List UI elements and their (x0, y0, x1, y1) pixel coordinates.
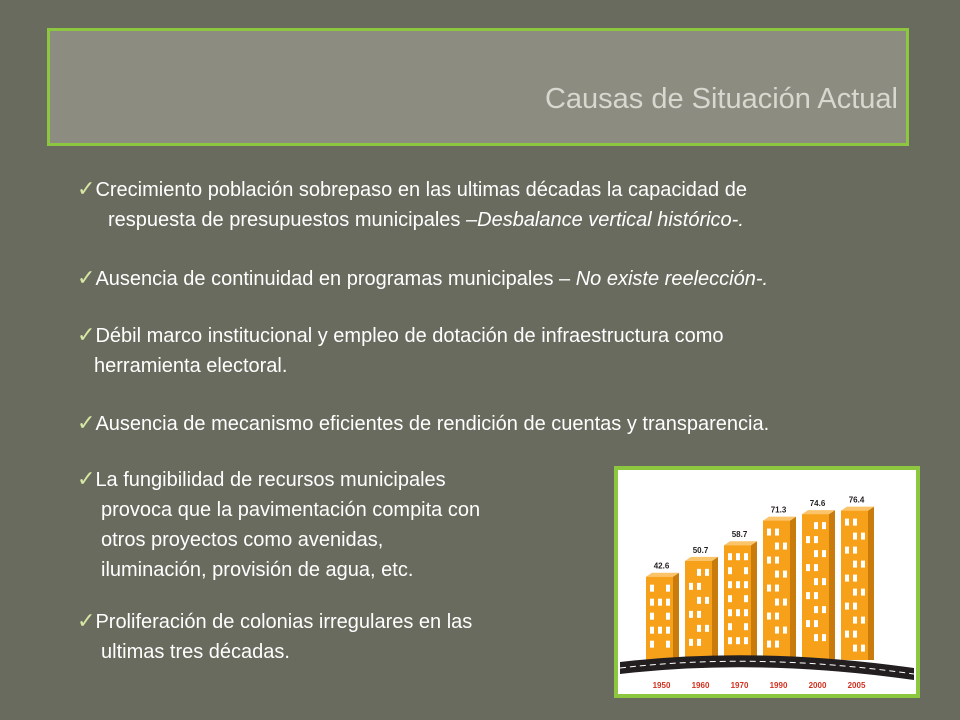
building-window (806, 536, 810, 543)
title-panel (47, 28, 909, 146)
bullet-3 (77, 320, 724, 381)
building-window (853, 561, 857, 568)
building-window (744, 609, 748, 616)
building-window (775, 585, 779, 592)
bullet-1-line-1: Crecimiento población sobrepaso en las ultimas décadas la capacidad de (95, 179, 747, 201)
check-icon: ✓ (77, 410, 96, 435)
building-window (658, 599, 662, 606)
building-window (775, 627, 779, 634)
building-window (728, 567, 732, 574)
data-label-2000: 74.6 (809, 499, 826, 509)
bullet-5-line-1: La fungibilidad de recursos municipales (95, 469, 446, 491)
check-icon: ✓ (77, 466, 96, 491)
building-window (666, 599, 670, 606)
building-window (767, 585, 771, 592)
building-window (705, 597, 709, 604)
building-window (814, 606, 818, 613)
bullet-3-line-1: Débil marco institucional y empleo de dotación de infraestructura como (95, 325, 724, 347)
building-window (861, 617, 865, 624)
bullet-5-line-4: iluminación, provisión de agua, etc. (101, 559, 414, 581)
building-window (806, 620, 810, 627)
building-window (689, 639, 693, 646)
building-window (697, 597, 701, 604)
building-window (853, 589, 857, 596)
data-label-1990: 71.3 (770, 505, 787, 515)
building-window (861, 533, 865, 540)
building-window (853, 603, 857, 610)
building-window (822, 550, 826, 557)
building-window (728, 595, 732, 602)
building-window (845, 547, 849, 554)
building-window (853, 547, 857, 554)
building-window (666, 641, 670, 648)
building-window (728, 581, 732, 588)
building-window (697, 583, 701, 590)
building-window (853, 645, 857, 652)
building-window (814, 578, 818, 585)
year-label-2005: 2005 (847, 681, 866, 690)
building-window (822, 606, 826, 613)
year-label-1950: 1950 (652, 681, 671, 690)
building-side (673, 573, 679, 660)
building-window (845, 575, 849, 582)
building-window (783, 599, 787, 606)
building-window (845, 631, 849, 638)
building-window (658, 627, 662, 634)
building-window (783, 543, 787, 550)
building-window (744, 581, 748, 588)
building-window (775, 599, 779, 606)
bullet-4-text: Ausencia de mecanismo eficientes de rendición de cuentas y transparencia. (95, 413, 770, 435)
data-label-1970: 58.7 (731, 530, 748, 540)
building-window (861, 589, 865, 596)
bullet-5 (77, 464, 480, 585)
building-window (775, 571, 779, 578)
building-window (814, 522, 818, 529)
building-window (705, 569, 709, 576)
bullet-6 (77, 606, 472, 667)
building-window (822, 634, 826, 641)
building-window (736, 553, 740, 560)
year-label-1970: 1970 (730, 681, 749, 690)
building-window (744, 637, 748, 644)
building-window (806, 592, 810, 599)
building-window (853, 519, 857, 526)
building-window (650, 585, 654, 592)
bullet-5-line-3: otros proyectos como avenidas, (101, 529, 384, 551)
building-window (814, 564, 818, 571)
building-window (853, 617, 857, 624)
building-window (697, 639, 701, 646)
building-window (783, 627, 787, 634)
bullet-2-italic: No existe reelección-. (575, 268, 769, 290)
building-window (783, 571, 787, 578)
building-window (767, 557, 771, 564)
building-window (697, 611, 701, 618)
building-window (861, 561, 865, 568)
building-window (744, 553, 748, 560)
building-window (705, 625, 709, 632)
building-window (650, 641, 654, 648)
building-window (822, 578, 826, 585)
building-window (728, 553, 732, 560)
building-window (775, 557, 779, 564)
building-side (751, 541, 757, 660)
slide-title: Causas de Situación Actual (544, 83, 898, 115)
building-window (767, 641, 771, 648)
building-window (806, 564, 810, 571)
building-bar-chart (618, 470, 916, 694)
building-window (767, 529, 771, 536)
building-window (650, 613, 654, 620)
building-window (775, 613, 779, 620)
building-side (829, 510, 835, 660)
building-side (712, 557, 718, 660)
building-window (736, 637, 740, 644)
building-window (666, 585, 670, 592)
building-window (775, 641, 779, 648)
check-icon: ✓ (77, 176, 96, 201)
check-icon: ✓ (77, 608, 96, 633)
building-window (650, 627, 654, 634)
bullet-4 (77, 408, 769, 439)
year-label-1990: 1990 (769, 681, 788, 690)
year-label-2000: 2000 (808, 681, 827, 690)
building-window (744, 595, 748, 602)
year-label-1960: 1960 (691, 681, 710, 690)
building-side (868, 507, 874, 660)
building-window (666, 627, 670, 634)
check-icon: ✓ (77, 322, 96, 347)
building-window (775, 543, 779, 550)
building-window (697, 625, 701, 632)
bullet-2 (77, 263, 768, 294)
building-window (845, 603, 849, 610)
bullet-1-line-2: respuesta de presupuestos municipales (108, 209, 466, 231)
data-label-1960: 50.7 (692, 545, 709, 555)
data-label-1950: 42.6 (653, 561, 670, 571)
building-window (689, 583, 693, 590)
building-window (853, 631, 857, 638)
building-window (814, 550, 818, 557)
bullet-6-line-1: Proliferación de colonias irregulares en las (95, 611, 473, 633)
building-window (861, 645, 865, 652)
bullet-1-italic: –Desbalance vertical histórico-. (466, 209, 744, 231)
building-window (822, 522, 826, 529)
building-window (736, 581, 740, 588)
building-window (666, 613, 670, 620)
building-window (650, 599, 654, 606)
bullet-3-line-2: herramienta electoral. (94, 355, 288, 377)
building-side (790, 517, 796, 660)
bullet-2-text: Ausencia de continuidad en programas municipales – (95, 268, 576, 290)
building-window (814, 592, 818, 599)
building-window (728, 623, 732, 630)
building-chart-panel (614, 466, 920, 698)
building-window (853, 575, 857, 582)
bullet-6-line-2: ultimas tres décadas. (101, 641, 290, 663)
bullet-5-line-2: provoca que la pavimentación compita con (101, 499, 481, 521)
building-window (814, 536, 818, 543)
building-window (845, 519, 849, 526)
building-window (814, 620, 818, 627)
building-window (728, 637, 732, 644)
building-window (697, 569, 701, 576)
building-window (767, 613, 771, 620)
building-window (689, 611, 693, 618)
check-icon: ✓ (77, 265, 96, 290)
data-label-2005: 76.4 (848, 495, 865, 505)
building-window (744, 567, 748, 574)
building-window (814, 634, 818, 641)
building-window (728, 609, 732, 616)
building-window (744, 623, 748, 630)
building-window (736, 609, 740, 616)
building-window (853, 533, 857, 540)
building-window (775, 529, 779, 536)
bullet-1 (77, 174, 747, 235)
